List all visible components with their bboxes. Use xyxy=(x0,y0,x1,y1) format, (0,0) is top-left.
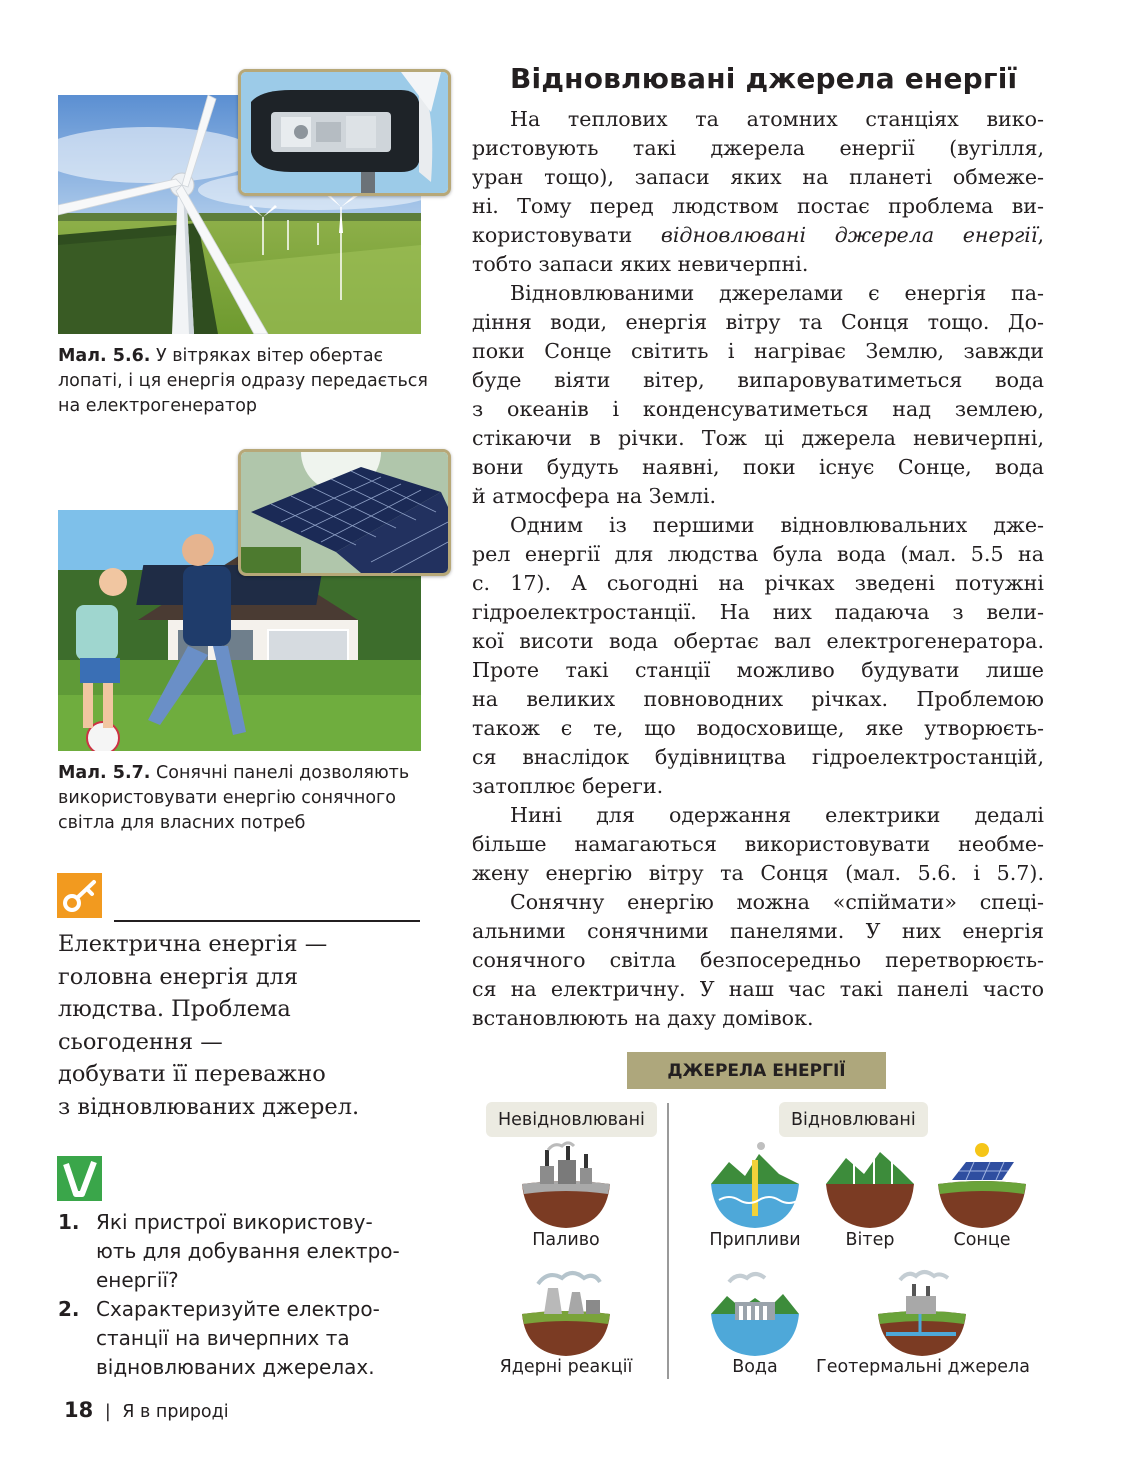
turbine-nacelle-illustration xyxy=(241,72,448,193)
paragraph-1 xyxy=(472,105,1044,250)
question-line: Схарактеризуйте електро- xyxy=(96,1297,380,1321)
paragraph-5 xyxy=(472,888,1044,1004)
wind-label: Вітер xyxy=(845,1230,895,1250)
tides-label: Припливи xyxy=(709,1230,801,1250)
wind-icon xyxy=(824,1140,916,1228)
paragraph-line: альними сонячними панелями. У них енергія xyxy=(472,919,1044,943)
key-line: з відновлюваних джерел. xyxy=(58,1093,360,1120)
paragraph-line: діння води, енергія вітру та Сонця тощо. До- xyxy=(472,310,1044,334)
fuel-label: Паливо xyxy=(532,1230,600,1250)
geothermal-label: Геотермальні джерела xyxy=(816,1357,1030,1377)
paragraph-2-end xyxy=(472,482,1044,511)
paragraph-line: з океанів і конденсуватиметься над землею, xyxy=(472,397,1044,421)
paragraph-line xyxy=(472,221,1044,250)
question-line: Які пристрої використову- xyxy=(96,1210,373,1234)
paragraph-line: Одним із першими відновлювальних дже- xyxy=(510,513,1044,537)
question-item xyxy=(58,1295,428,1382)
paragraph-line: с. 17). А сьогодні на річках зведені потужні xyxy=(472,571,1044,595)
turbine-nacelle-inset xyxy=(238,69,451,196)
question-line: енергії? xyxy=(96,1268,179,1292)
paragraph-line: Нині для одержання електрики дедалі xyxy=(510,803,1044,827)
figure-5-6-caption-label: Мал. 5.6. xyxy=(58,346,151,366)
paragraph-line: кої висоти вода обертає вал електрогенератора. xyxy=(472,629,1044,653)
paragraph-line: на великих повноводних річках. Проблемою xyxy=(472,687,1044,711)
fuel-icon xyxy=(520,1140,612,1228)
water-icon xyxy=(709,1268,801,1356)
key-line: добувати її переважно xyxy=(58,1061,326,1087)
nonrenewable-label: Невідновлювані xyxy=(486,1102,657,1137)
renewable-label: Відновлювані xyxy=(779,1102,928,1137)
paragraph-line: гідроелектростанції. На них падаюча з вели- xyxy=(472,600,1044,624)
question-item xyxy=(58,1208,428,1295)
paragraph-line: також є те, що водосховище, яке утворюєть- xyxy=(472,716,1044,740)
paragraph-line: Проте такі станції можливо будувати лише xyxy=(472,658,1044,682)
checkmark-icon xyxy=(57,1156,102,1201)
water-label: Вода xyxy=(732,1357,778,1377)
paragraph-line: ристовують такі джерела енергії (вугілля, xyxy=(472,136,1044,160)
nuclear-icon xyxy=(520,1268,612,1356)
key-line: сьогодення — xyxy=(58,1028,223,1055)
question-number: 1. xyxy=(58,1210,80,1234)
paragraph-line: тобто запаси яких невичерпні. xyxy=(472,252,809,276)
paragraph-line: Відновлюваними джерелами є енергія па- xyxy=(510,281,1044,305)
page-footer xyxy=(64,1398,229,1422)
paragraph-line: буде віяти вітер, випаровуватиметься вода xyxy=(472,368,1044,392)
figure-5-7-caption xyxy=(58,761,428,836)
figure-5-6-caption xyxy=(58,344,428,419)
key-line: Електрична енергія — xyxy=(58,931,328,957)
paragraph-3-end xyxy=(472,772,1044,801)
paragraph-line: На теплових та атомних станціях вико- xyxy=(510,107,1044,131)
paragraph-text: , xyxy=(1037,223,1044,247)
paragraph-4 xyxy=(472,801,1044,888)
paragraph-line: ні. Тому перед людством постає проблема ви- xyxy=(472,194,1044,218)
paragraph-line: стікаючи в річки. Тож ці джерела невичерпні, xyxy=(472,426,1044,450)
footer-separator: | xyxy=(104,1402,111,1422)
question-line: станції на вичерпних та xyxy=(96,1326,350,1350)
question-number: 2. xyxy=(58,1297,80,1321)
paragraph-2 xyxy=(472,279,1044,482)
sun-label: Сонце xyxy=(953,1230,1011,1250)
paragraph-line: поки Сонце світить і нагріває Землю, завжди xyxy=(472,339,1044,363)
paragraph-line: більше намагаються використовувати необме- xyxy=(472,832,1044,856)
geothermal-icon xyxy=(876,1268,968,1356)
key-line: головна енергія для xyxy=(58,963,299,990)
footer-section: Я в природі xyxy=(122,1402,229,1422)
figure-5-7-caption-label: Мал. 5.7. xyxy=(58,763,151,783)
question-line: ють для добування електро- xyxy=(96,1239,400,1263)
paragraph-line: уран тощо), запаси яких на планеті обмеже- xyxy=(472,165,1044,189)
key-icon xyxy=(57,873,102,918)
paragraph-line: вони будуть наявні, поки існує Сонце, вода xyxy=(472,455,1044,479)
page-number: 18 xyxy=(64,1398,94,1422)
paragraph-line: ся на електричну. У наш час такі панелі часто xyxy=(472,977,1044,1001)
solar-panels-illustration xyxy=(241,452,448,573)
nuclear-label: Ядерні реакції xyxy=(499,1357,633,1377)
paragraph-line: затоплює береги. xyxy=(472,774,664,798)
figure-5-6-caption-text: У вітряках вітер обертає лопаті, і ця енергія одразу передається на електрогенератор xyxy=(58,346,428,416)
key-divider xyxy=(114,920,420,922)
key-summary xyxy=(58,928,418,1123)
sun-icon xyxy=(936,1140,1028,1228)
paragraph-5-end xyxy=(472,1004,1044,1033)
key-line: людства. Проблема xyxy=(58,996,291,1022)
section-title: Відновлювані джерела енергії xyxy=(510,62,1018,95)
paragraph-3 xyxy=(472,511,1044,772)
paragraph-line: жену енергію вітру та Сонця (мал. 5.6. і 5.7). xyxy=(472,861,1044,885)
paragraph-line: встановлюють на даху домівок. xyxy=(472,1006,814,1030)
paragraph-italic-term: відновлювані джерела енергії xyxy=(660,223,1038,247)
paragraph-line: й атмосфера на Землі. xyxy=(472,484,717,508)
diagram-divider xyxy=(667,1103,669,1379)
questions-list xyxy=(58,1208,428,1382)
diagram-title: ДЖЕРЕЛА ЕНЕРГІЇ xyxy=(627,1052,886,1089)
solar-panels-inset xyxy=(238,449,451,576)
paragraph-1-end xyxy=(472,250,1044,279)
tides-icon xyxy=(709,1140,801,1228)
figure-5-7-caption-text: Сонячні панелі дозволяють використовувати енергію сонячного світла для власних потреб xyxy=(58,763,410,833)
paragraph-line: сонячного світла безпосередньо перетворюєть- xyxy=(472,948,1044,972)
paragraph-text: користовувати xyxy=(472,223,661,247)
question-line: відновлюваних джерелах. xyxy=(96,1355,375,1379)
paragraph-line: рел енергії для людства була вода (мал. 5.5 на xyxy=(472,542,1044,566)
paragraph-line: Сонячну енергію можна «спіймати» спеці- xyxy=(510,890,1044,914)
paragraph-line: ся внаслідок будівництва гідроелектростанцій, xyxy=(472,745,1044,769)
